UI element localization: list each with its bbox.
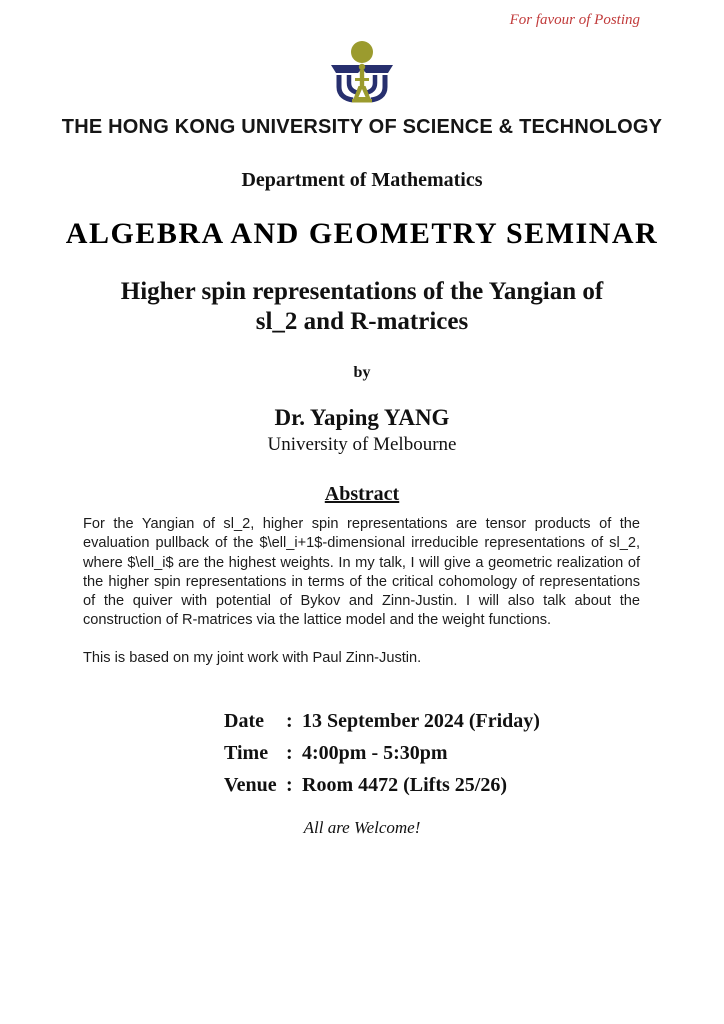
detail-label-venue: Venue bbox=[224, 773, 277, 796]
speaker-affiliation: University of Melbourne bbox=[267, 434, 457, 455]
detail-colon: : bbox=[286, 741, 293, 764]
detail-value-date: 13 September 2024 (Friday) bbox=[302, 709, 540, 732]
seminar-series-title: ALGEBRA AND GEOMETRY SEMINAR bbox=[65, 217, 659, 250]
speaker-name: Dr. Yaping YANG bbox=[274, 405, 450, 430]
detail-colon: : bbox=[286, 773, 293, 796]
hkust-logo-icon bbox=[326, 39, 398, 110]
department-name: Department of Mathematics bbox=[241, 169, 483, 191]
university-name: THE HONG KONG UNIVERSITY OF SCIENCE & TECHNOLOGY bbox=[61, 116, 663, 138]
detail-label-date: Date bbox=[224, 709, 264, 732]
talk-title bbox=[62, 277, 662, 337]
detail-label-time: Time bbox=[224, 741, 269, 764]
detail-value-time: 4:00pm - 5:30pm bbox=[302, 741, 448, 764]
abstract-note: This is based on my joint work with Paul Zinn-Justin. bbox=[83, 649, 422, 666]
welcome-note: All are Welcome! bbox=[303, 817, 421, 837]
logo-container bbox=[0, 39, 724, 110]
abstract-body: For the Yangian of sl_2, higher spin representations are tensor products of the evaluation pullback of the $\ell_i+1$-dimensional irreducible representations of sl_2, where $\ell_i$ are the highest weights. In my talk, I will give a geometric realization of the higher spin representations in terms of the critical cohomology of representations of the quiver with potential of Bykov and Zinn-Justin. I will also talk about the construction of R-matrices via the lattice model and the weight functions. bbox=[83, 516, 640, 629]
detail-colon: : bbox=[286, 709, 293, 732]
by-label: by bbox=[353, 364, 371, 381]
talk-title-line1: Higher spin representations of the Yangian of bbox=[120, 278, 604, 305]
talk-title-line2: sl_2 and R-matrices bbox=[255, 308, 469, 335]
detail-value-venue: Room 4472 (Lifts 25/26) bbox=[302, 773, 507, 796]
abstract-heading: Abstract bbox=[324, 483, 400, 505]
event-details bbox=[224, 710, 724, 797]
posting-note: For favour of Posting bbox=[509, 12, 640, 28]
